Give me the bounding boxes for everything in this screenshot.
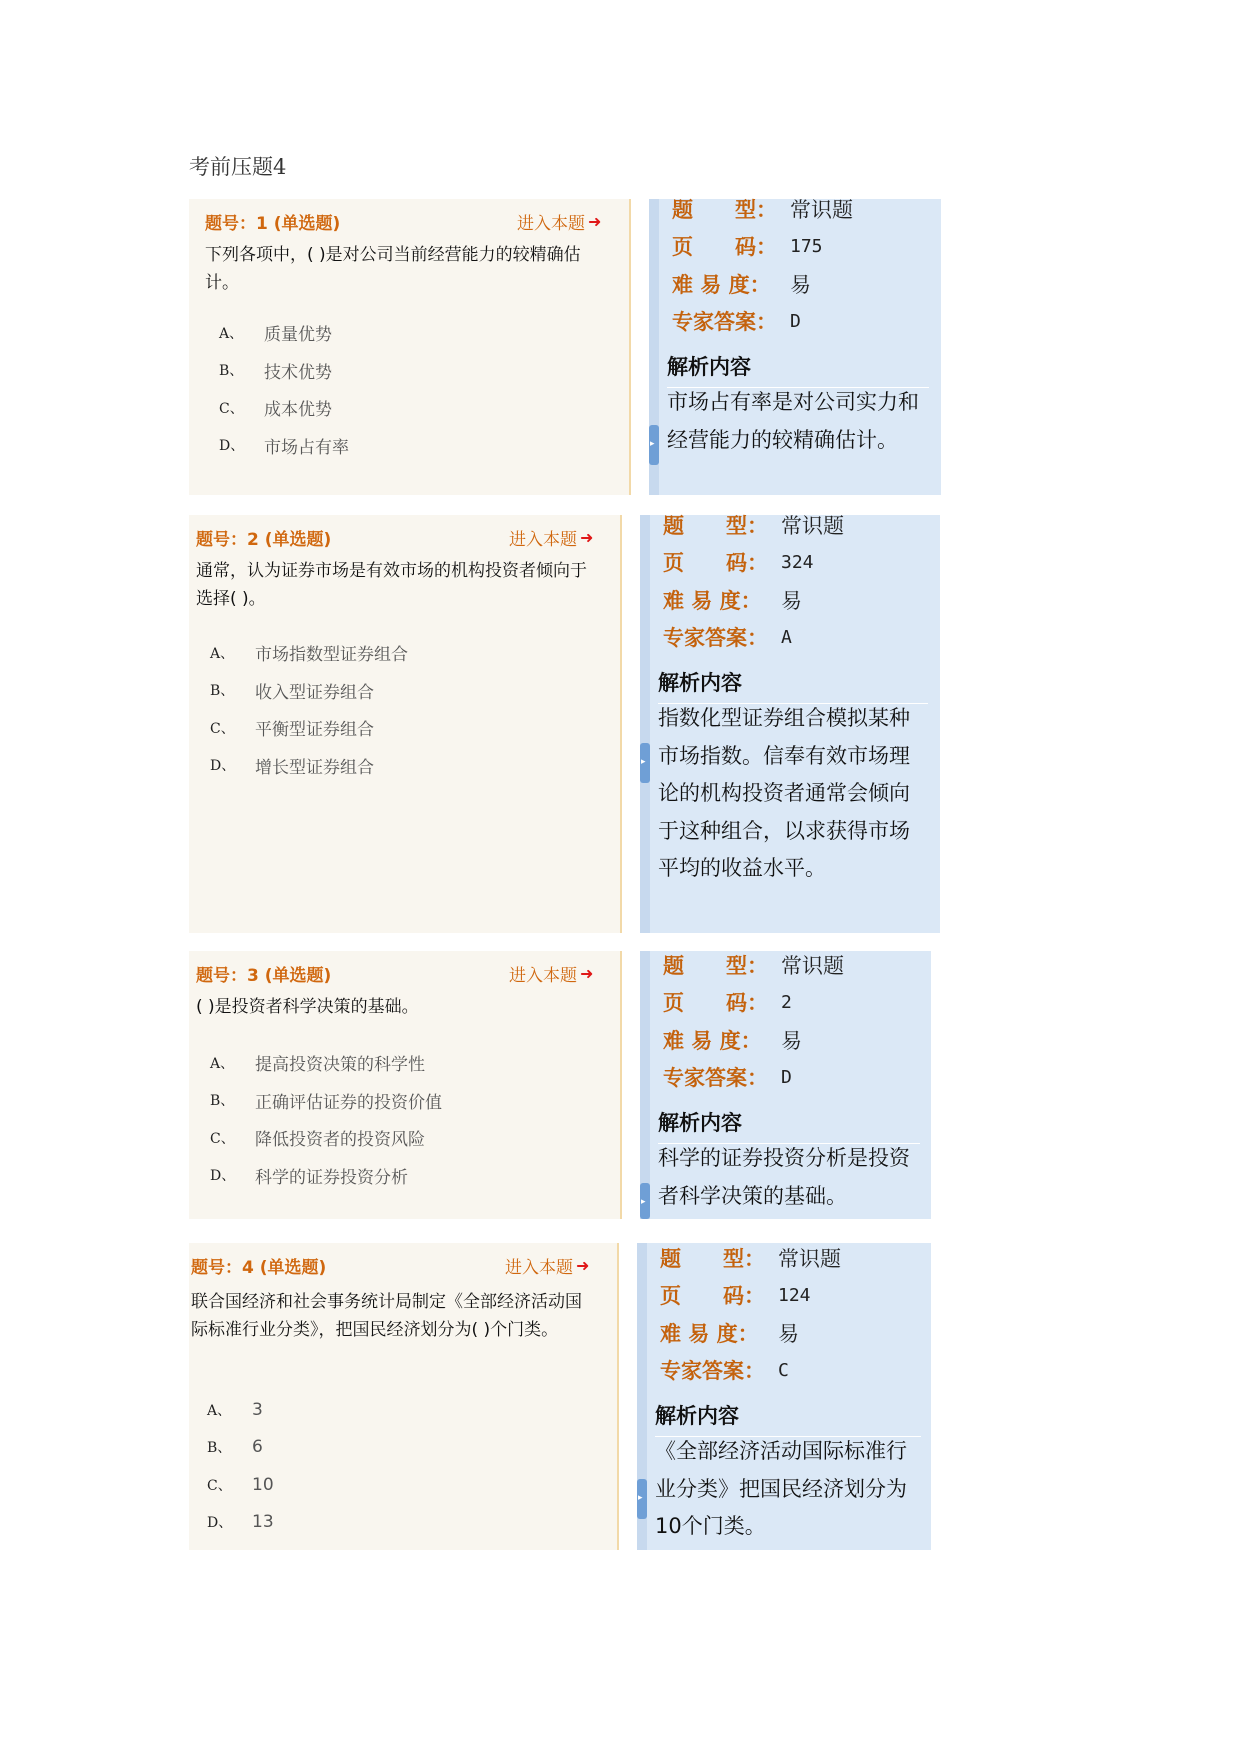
meta-page (660, 1277, 841, 1315)
analysis-heading: 解析内容 (658, 1107, 920, 1144)
meta-value: 易 (790, 272, 811, 297)
meta-value: D (781, 1066, 792, 1088)
option-text: 10 (252, 1474, 274, 1495)
document-title: 考前压题4 (189, 155, 287, 179)
question-header: 题号：1 (单选题) (205, 214, 341, 234)
analysis-heading: 解析内容 (658, 667, 928, 704)
option-a[interactable] (210, 1044, 442, 1082)
meta-value: 常识题 (781, 953, 844, 978)
arrow-right-icon: ➜ (576, 1255, 590, 1275)
meta-label: 专家答案： (672, 310, 777, 335)
meta-label: 难 易 度： (672, 272, 771, 297)
enter-label: 进入本题 (505, 1258, 573, 1278)
meta-type (663, 946, 844, 984)
arrow-right-icon: ➜ (588, 211, 602, 231)
meta-page (672, 228, 853, 266)
option-text: 市场占有率 (264, 437, 349, 458)
meta-label: 页 码： (672, 235, 777, 260)
enter-label: 进入本题 (509, 530, 577, 550)
option-text: 6 (252, 1437, 263, 1458)
meta-label: 页 码： (660, 1284, 765, 1309)
meta-value: 324 (781, 551, 814, 573)
analysis-heading: 解析内容 (655, 1400, 921, 1437)
meta-label: 专家答案： (663, 1066, 768, 1091)
analysis-text: 市场占有率是对公司实力和经营能力的较精确估计。 (667, 390, 919, 452)
option-text: 质量优势 (264, 325, 332, 346)
collapse-tab-icon[interactable] (640, 1183, 650, 1219)
options-list (219, 314, 349, 464)
option-a[interactable] (207, 1391, 274, 1429)
option-text: 降低投资者的投资风险 (255, 1130, 425, 1151)
meta-value: 易 (781, 588, 802, 613)
option-text: 科学的证券投资分析 (255, 1167, 408, 1188)
option-b[interactable] (219, 352, 349, 390)
meta-value: D (790, 310, 801, 332)
divider (617, 1243, 619, 1550)
option-c[interactable] (210, 1119, 442, 1157)
option-text: 13 (252, 1512, 274, 1533)
question-header: 题号：2 (单选题) (196, 530, 332, 550)
meta-value: 175 (790, 235, 823, 257)
options-list (207, 1391, 274, 1541)
option-d[interactable] (210, 747, 408, 785)
analysis-text: 指数化型证券组合模拟某种市场指数。信奉有效市场理论的机构投资者通常会倾向于这种组合，以求获得市场平均的收益水平。 (658, 706, 910, 880)
meta-value: 124 (778, 1284, 811, 1306)
question-text: ( )是投资者科学决策的基础。 (196, 997, 419, 1017)
meta-type (672, 190, 853, 228)
analysis-text: 《全部经济活动国际标准行业分类》把国民经济划分为10个门类。 (655, 1439, 907, 1538)
option-a[interactable] (219, 314, 349, 352)
meta-label: 难 易 度： (660, 1321, 759, 1346)
meta-value: 常识题 (790, 197, 853, 222)
meta-value: A (781, 626, 792, 648)
meta-value: 常识题 (778, 1246, 841, 1271)
meta-type (663, 506, 844, 544)
question-block-1 (189, 199, 941, 495)
meta-difficulty (672, 265, 853, 303)
meta-label: 题 型： (672, 197, 777, 222)
meta-value: 易 (778, 1321, 799, 1346)
option-letter: A、 (207, 1402, 232, 1419)
question-header: 题号：3 (单选题) (196, 966, 332, 986)
option-c[interactable] (219, 389, 349, 427)
enter-question-link[interactable] (509, 525, 593, 550)
meta-label: 难 易 度： (663, 588, 762, 613)
enter-question-link[interactable] (509, 961, 593, 986)
enter-question-link[interactable] (517, 209, 601, 234)
option-letter: C、 (219, 400, 244, 417)
option-letter: C、 (207, 1477, 232, 1494)
option-b[interactable] (210, 1082, 442, 1120)
option-letter: D、 (219, 438, 245, 455)
arrow-right-icon: ➜ (580, 527, 594, 547)
meta-value: 易 (781, 1028, 802, 1053)
meta-difficulty (660, 1314, 841, 1352)
option-letter: C、 (210, 720, 235, 737)
meta-answer (663, 619, 844, 657)
collapse-tab-icon[interactable] (640, 743, 650, 783)
answer-meta (663, 506, 844, 656)
option-text: 增长型证券组合 (255, 757, 374, 778)
meta-difficulty (663, 1021, 844, 1059)
option-text: 平衡型证券组合 (255, 720, 374, 741)
option-letter: B、 (207, 1440, 232, 1457)
question-text: 联合国经济和社会事务统计局制定《全部经济活动国际标准行业分类》，把国民经济划分为( )个门类。 (191, 1292, 582, 1340)
question-block-3 (189, 951, 931, 1219)
meta-page (663, 544, 844, 582)
option-b[interactable] (207, 1429, 274, 1467)
option-text: 技术优势 (264, 362, 332, 383)
collapse-tab-icon[interactable] (637, 1479, 647, 1519)
answer-scrollbar[interactable] (640, 951, 650, 1219)
option-letter: A、 (219, 325, 244, 342)
question-header: 题号：4 (单选题) (191, 1258, 327, 1278)
option-d[interactable] (210, 1157, 442, 1195)
option-text: 收入型证券组合 (255, 682, 374, 703)
option-letter: B、 (219, 363, 244, 380)
option-c[interactable] (210, 709, 408, 747)
question-block-2 (189, 515, 941, 933)
option-text: 3 (252, 1399, 263, 1420)
answer-scrollbar[interactable] (640, 515, 650, 933)
meta-page (663, 984, 844, 1022)
answer-meta (660, 1239, 841, 1389)
meta-value: 常识题 (781, 513, 844, 538)
options-list (210, 634, 408, 784)
option-letter: D、 (210, 1168, 236, 1185)
option-letter: A、 (210, 1055, 235, 1072)
analysis-text: 科学的证券投资分析是投资者科学决策的基础。 (658, 1146, 910, 1208)
divider (629, 199, 631, 495)
divider (620, 951, 622, 1219)
meta-label: 专家答案： (660, 1359, 765, 1384)
meta-answer (663, 1059, 844, 1097)
option-d[interactable] (219, 427, 349, 465)
question-text: 通常，认为证券市场是有效市场的机构投资者倾向于选择( )。 (196, 561, 587, 609)
options-list (210, 1044, 442, 1194)
enter-label: 进入本题 (509, 966, 577, 986)
enter-label: 进入本题 (517, 214, 585, 234)
enter-question-link[interactable] (505, 1253, 589, 1278)
option-letter: D、 (207, 1515, 233, 1532)
question-text: 下列各项中，( )是对公司当前经营能力的较精确估计。 (205, 245, 581, 293)
option-c[interactable] (207, 1466, 274, 1504)
option-letter: D、 (210, 758, 236, 775)
option-d[interactable] (207, 1504, 274, 1542)
question-block-4 (189, 1243, 931, 1550)
meta-label: 页 码： (663, 551, 768, 576)
meta-label: 题 型： (663, 513, 768, 538)
collapse-tab-icon[interactable] (649, 425, 659, 465)
divider (620, 515, 622, 933)
meta-label: 题 型： (663, 953, 768, 978)
analysis-heading: 解析内容 (667, 351, 929, 388)
option-b[interactable] (210, 672, 408, 710)
meta-value: C (778, 1359, 789, 1381)
meta-label: 题 型： (660, 1246, 765, 1271)
option-a[interactable] (210, 634, 408, 672)
answer-meta (672, 190, 853, 340)
option-letter: B、 (210, 1093, 235, 1110)
option-text: 提高投资决策的科学性 (255, 1055, 425, 1076)
option-letter: B、 (210, 683, 235, 700)
option-letter: A、 (210, 645, 235, 662)
option-text: 成本优势 (264, 400, 332, 421)
meta-type (660, 1239, 841, 1277)
meta-value: 2 (781, 991, 792, 1013)
meta-answer (660, 1352, 841, 1390)
arrow-right-icon: ➜ (580, 963, 594, 983)
meta-label: 页 码： (663, 991, 768, 1016)
meta-label: 专家答案： (663, 626, 768, 651)
answer-meta (663, 946, 844, 1096)
option-text: 正确评估证券的投资价值 (255, 1092, 442, 1113)
meta-label: 难 易 度： (663, 1028, 762, 1053)
option-text: 市场指数型证券组合 (255, 645, 408, 666)
meta-answer (672, 303, 853, 341)
option-letter: C、 (210, 1130, 235, 1147)
meta-difficulty (663, 581, 844, 619)
